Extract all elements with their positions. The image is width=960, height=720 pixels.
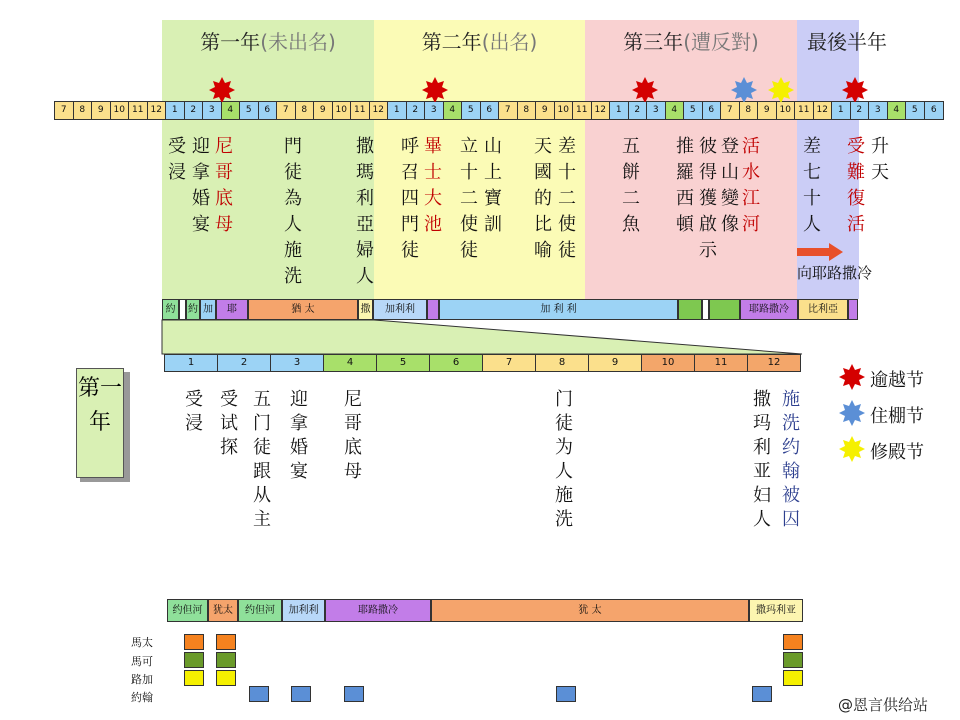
passover-legend-icon bbox=[839, 364, 865, 390]
location-perea: 比利亞 bbox=[798, 299, 848, 320]
event-cana-wedding: 迎拿婚宴 bbox=[192, 136, 210, 235]
year4-header: 最後半年 bbox=[807, 30, 887, 54]
gospel-square bbox=[783, 670, 803, 686]
event-transfiguration: 登山變像 bbox=[721, 136, 739, 235]
event-tyre-sidon: 推羅西頓 bbox=[676, 136, 694, 235]
dedication-marker bbox=[768, 77, 794, 102]
month-cell: 12 bbox=[148, 102, 167, 119]
y1-event-john-imprisoned: 施洗约翰被囚 bbox=[782, 389, 800, 530]
gospel-square bbox=[184, 652, 204, 668]
month-cell: 10 bbox=[555, 102, 574, 119]
gospel-square bbox=[184, 670, 204, 686]
month-strip bbox=[54, 101, 944, 120]
passover-marker-1 bbox=[209, 77, 235, 102]
month-cell: 7 bbox=[499, 102, 518, 119]
month-cell: 11 bbox=[795, 102, 814, 119]
location-galilee-3: 加 利 利 bbox=[439, 299, 678, 320]
gospel-square bbox=[291, 686, 311, 702]
month-cell: 2 bbox=[185, 102, 204, 119]
location-jerusalem-1: 耶 bbox=[216, 299, 248, 320]
y1-location-galilee: 加利利 bbox=[282, 599, 325, 622]
passover-marker-2 bbox=[422, 77, 448, 102]
zoom-month-cell: 2 bbox=[217, 354, 271, 372]
event-five-loaves: 五餅二魚 bbox=[622, 136, 640, 235]
zoom-month-cell: 5 bbox=[376, 354, 430, 372]
event-twelve-apostles: 立十二使徒 bbox=[460, 136, 478, 261]
month-cell: 10 bbox=[777, 102, 796, 119]
month-cell: 8 bbox=[296, 102, 315, 119]
gospel-square bbox=[216, 652, 236, 668]
month-cell: 7 bbox=[277, 102, 296, 119]
month-cell: 2 bbox=[407, 102, 426, 119]
month-cell: 9 bbox=[92, 102, 111, 119]
month-cell: 12 bbox=[814, 102, 833, 119]
month-cell: 10 bbox=[111, 102, 130, 119]
month-cell: 5 bbox=[462, 102, 481, 119]
month-cell: 5 bbox=[684, 102, 703, 119]
gospel-square bbox=[216, 670, 236, 686]
month-cell: 11 bbox=[573, 102, 592, 119]
year2-header: 第二年(出名) bbox=[421, 30, 538, 54]
location-green-2 bbox=[709, 299, 740, 320]
zoom-month-cell: 10 bbox=[641, 354, 695, 372]
event-baptism: 受浸 bbox=[168, 136, 186, 183]
month-cell: 12 bbox=[370, 102, 389, 119]
arrow-right-icon bbox=[797, 243, 845, 261]
y1-event-five-disciples: 五门徒跟从主 bbox=[253, 389, 271, 530]
month-cell: 5 bbox=[906, 102, 925, 119]
gospel-matthew: 馬太 bbox=[131, 636, 153, 649]
gospel-square bbox=[752, 686, 772, 702]
month-cell: 7 bbox=[55, 102, 74, 119]
tabernacles-legend-icon bbox=[839, 400, 865, 426]
watermark: @恩言供给站 bbox=[838, 696, 929, 714]
month-cell: 2 bbox=[851, 102, 870, 119]
zoom-month-cell: 4 bbox=[323, 354, 377, 372]
zoom-month-cell: 11 bbox=[694, 354, 748, 372]
gospel-mark: 馬可 bbox=[131, 655, 153, 668]
month-cell: 5 bbox=[240, 102, 259, 119]
zoom-month-cell: 6 bbox=[429, 354, 483, 372]
month-cell: 6 bbox=[259, 102, 278, 119]
legend-markers bbox=[838, 362, 868, 472]
event-kingdom-parables: 天國的比喻 bbox=[534, 136, 552, 261]
event-pool-bethesda: 畢士大池 bbox=[424, 136, 442, 235]
location-green-1 bbox=[678, 299, 702, 320]
y1-location-judea-1: 犹太 bbox=[208, 599, 238, 622]
passover-marker-4 bbox=[842, 77, 868, 102]
tabernacles-marker bbox=[731, 77, 757, 102]
zoom-month-cell: 3 bbox=[270, 354, 324, 372]
zoom-month-cell: 12 bbox=[747, 354, 801, 372]
month-cell: 3 bbox=[425, 102, 444, 119]
location-judea-1: 猶 太 bbox=[248, 299, 358, 320]
location-jerusalem-3: 耶路撒冷 bbox=[740, 299, 798, 320]
event-sermon-mount: 山上寶訓 bbox=[484, 136, 502, 235]
month-cell: 9 bbox=[536, 102, 555, 119]
location-jerusalem-4 bbox=[848, 299, 858, 320]
legend-tabernacles: 住棚节 bbox=[870, 406, 924, 427]
month-cell: 11 bbox=[129, 102, 148, 119]
gospel-square bbox=[249, 686, 269, 702]
gospel-square bbox=[344, 686, 364, 702]
y1-event-nicodemus: 尼哥底母 bbox=[344, 389, 362, 482]
month-cell: 9 bbox=[314, 102, 333, 119]
month-cell: 1 bbox=[610, 102, 629, 119]
event-send-twelve: 差十二使徒 bbox=[558, 136, 576, 261]
year-one-label: 第一年 bbox=[76, 368, 124, 478]
y1-event-cana-wedding: 迎拿婚宴 bbox=[290, 389, 308, 482]
zoom-month-cell: 9 bbox=[588, 354, 642, 372]
legend-dedication: 修殿节 bbox=[870, 442, 924, 463]
gospel-square bbox=[184, 634, 204, 650]
event-passion-resurrection: 受難復活 bbox=[847, 136, 865, 235]
y1-location-samaria: 撒玛利亚 bbox=[749, 599, 803, 622]
location-gap-1 bbox=[179, 299, 186, 320]
y1-event-temptation: 受试探 bbox=[220, 389, 238, 458]
month-cell: 3 bbox=[869, 102, 888, 119]
month-cell: 3 bbox=[647, 102, 666, 119]
event-disciples-baptize: 門徒為人施洗 bbox=[284, 136, 302, 287]
month-cell: 8 bbox=[518, 102, 537, 119]
zoom-month-cell: 1 bbox=[164, 354, 218, 372]
y1-event-baptism: 受浸 bbox=[185, 389, 203, 434]
event-send-seventy: 差七十人 bbox=[803, 136, 821, 235]
y1-event-samaritan-woman: 撒玛利亚妇人 bbox=[753, 389, 771, 530]
month-cell: 10 bbox=[333, 102, 352, 119]
passover-marker-3 bbox=[632, 77, 658, 102]
y1-location-jordan-1: 约但河 bbox=[167, 599, 208, 622]
event-peter-revelation: 彼得獲啟示 bbox=[699, 136, 717, 261]
dedication-legend-icon bbox=[839, 436, 865, 462]
y1-location-judea-2: 犹 太 bbox=[431, 599, 749, 622]
event-samaritan-woman: 撒瑪利亞婦人 bbox=[356, 136, 374, 287]
gospel-square bbox=[783, 634, 803, 650]
to-jerusalem-label: 向耶路撒冷 bbox=[797, 264, 873, 282]
month-cell: 6 bbox=[925, 102, 944, 119]
y1-location-jerusalem: 耶路撒冷 bbox=[325, 599, 431, 622]
month-cell: 6 bbox=[481, 102, 500, 119]
y1-event-disciples-baptize: 门徒为人施洗 bbox=[555, 389, 573, 530]
gospel-square bbox=[216, 634, 236, 650]
y1-location-jordan-2: 约但河 bbox=[238, 599, 282, 622]
gospel-square bbox=[556, 686, 576, 702]
month-cell: 2 bbox=[629, 102, 648, 119]
event-nicodemus: 尼哥底母 bbox=[215, 136, 233, 235]
month-cell: 8 bbox=[740, 102, 759, 119]
gospel-luke: 路加 bbox=[131, 673, 153, 686]
month-cell: 9 bbox=[758, 102, 777, 119]
month-cell: 1 bbox=[832, 102, 851, 119]
month-cell: 4 bbox=[444, 102, 463, 119]
month-cell: 11 bbox=[351, 102, 370, 119]
month-cell: 8 bbox=[74, 102, 93, 119]
zoom-month-cell: 8 bbox=[535, 354, 589, 372]
gospel-john: 約翰 bbox=[131, 691, 153, 704]
event-call-four-disciples: 呼召四門徒 bbox=[401, 136, 419, 261]
month-cell: 12 bbox=[592, 102, 611, 119]
feast-markers bbox=[0, 72, 960, 102]
location-galilee-1: 加 bbox=[200, 299, 216, 320]
location-samaria-1: 撒 bbox=[358, 299, 373, 320]
legend-passover: 逾越节 bbox=[870, 370, 924, 391]
location-galilee-2: 加利利 bbox=[373, 299, 427, 320]
year1-header: 第一年(未出名) bbox=[200, 30, 336, 54]
month-cell: 4 bbox=[222, 102, 241, 119]
zoom-month-cell: 7 bbox=[482, 354, 536, 372]
location-white-1 bbox=[702, 299, 709, 320]
event-ascension: 升天 bbox=[871, 136, 889, 183]
month-cell: 1 bbox=[388, 102, 407, 119]
month-cell: 4 bbox=[666, 102, 685, 119]
year3-header: 第三年(遭反對) bbox=[623, 30, 759, 54]
month-cell: 7 bbox=[721, 102, 740, 119]
event-living-water: 活水江河 bbox=[742, 136, 760, 235]
location-jerusalem-2 bbox=[427, 299, 439, 320]
month-cell: 3 bbox=[203, 102, 222, 119]
gospel-square bbox=[783, 652, 803, 668]
location-jordan-1: 約 bbox=[162, 299, 179, 320]
zoom-connector bbox=[0, 318, 960, 358]
month-cell: 6 bbox=[703, 102, 722, 119]
month-cell: 4 bbox=[888, 102, 907, 119]
month-cell: 1 bbox=[166, 102, 185, 119]
location-jordan-2: 約 bbox=[186, 299, 200, 320]
